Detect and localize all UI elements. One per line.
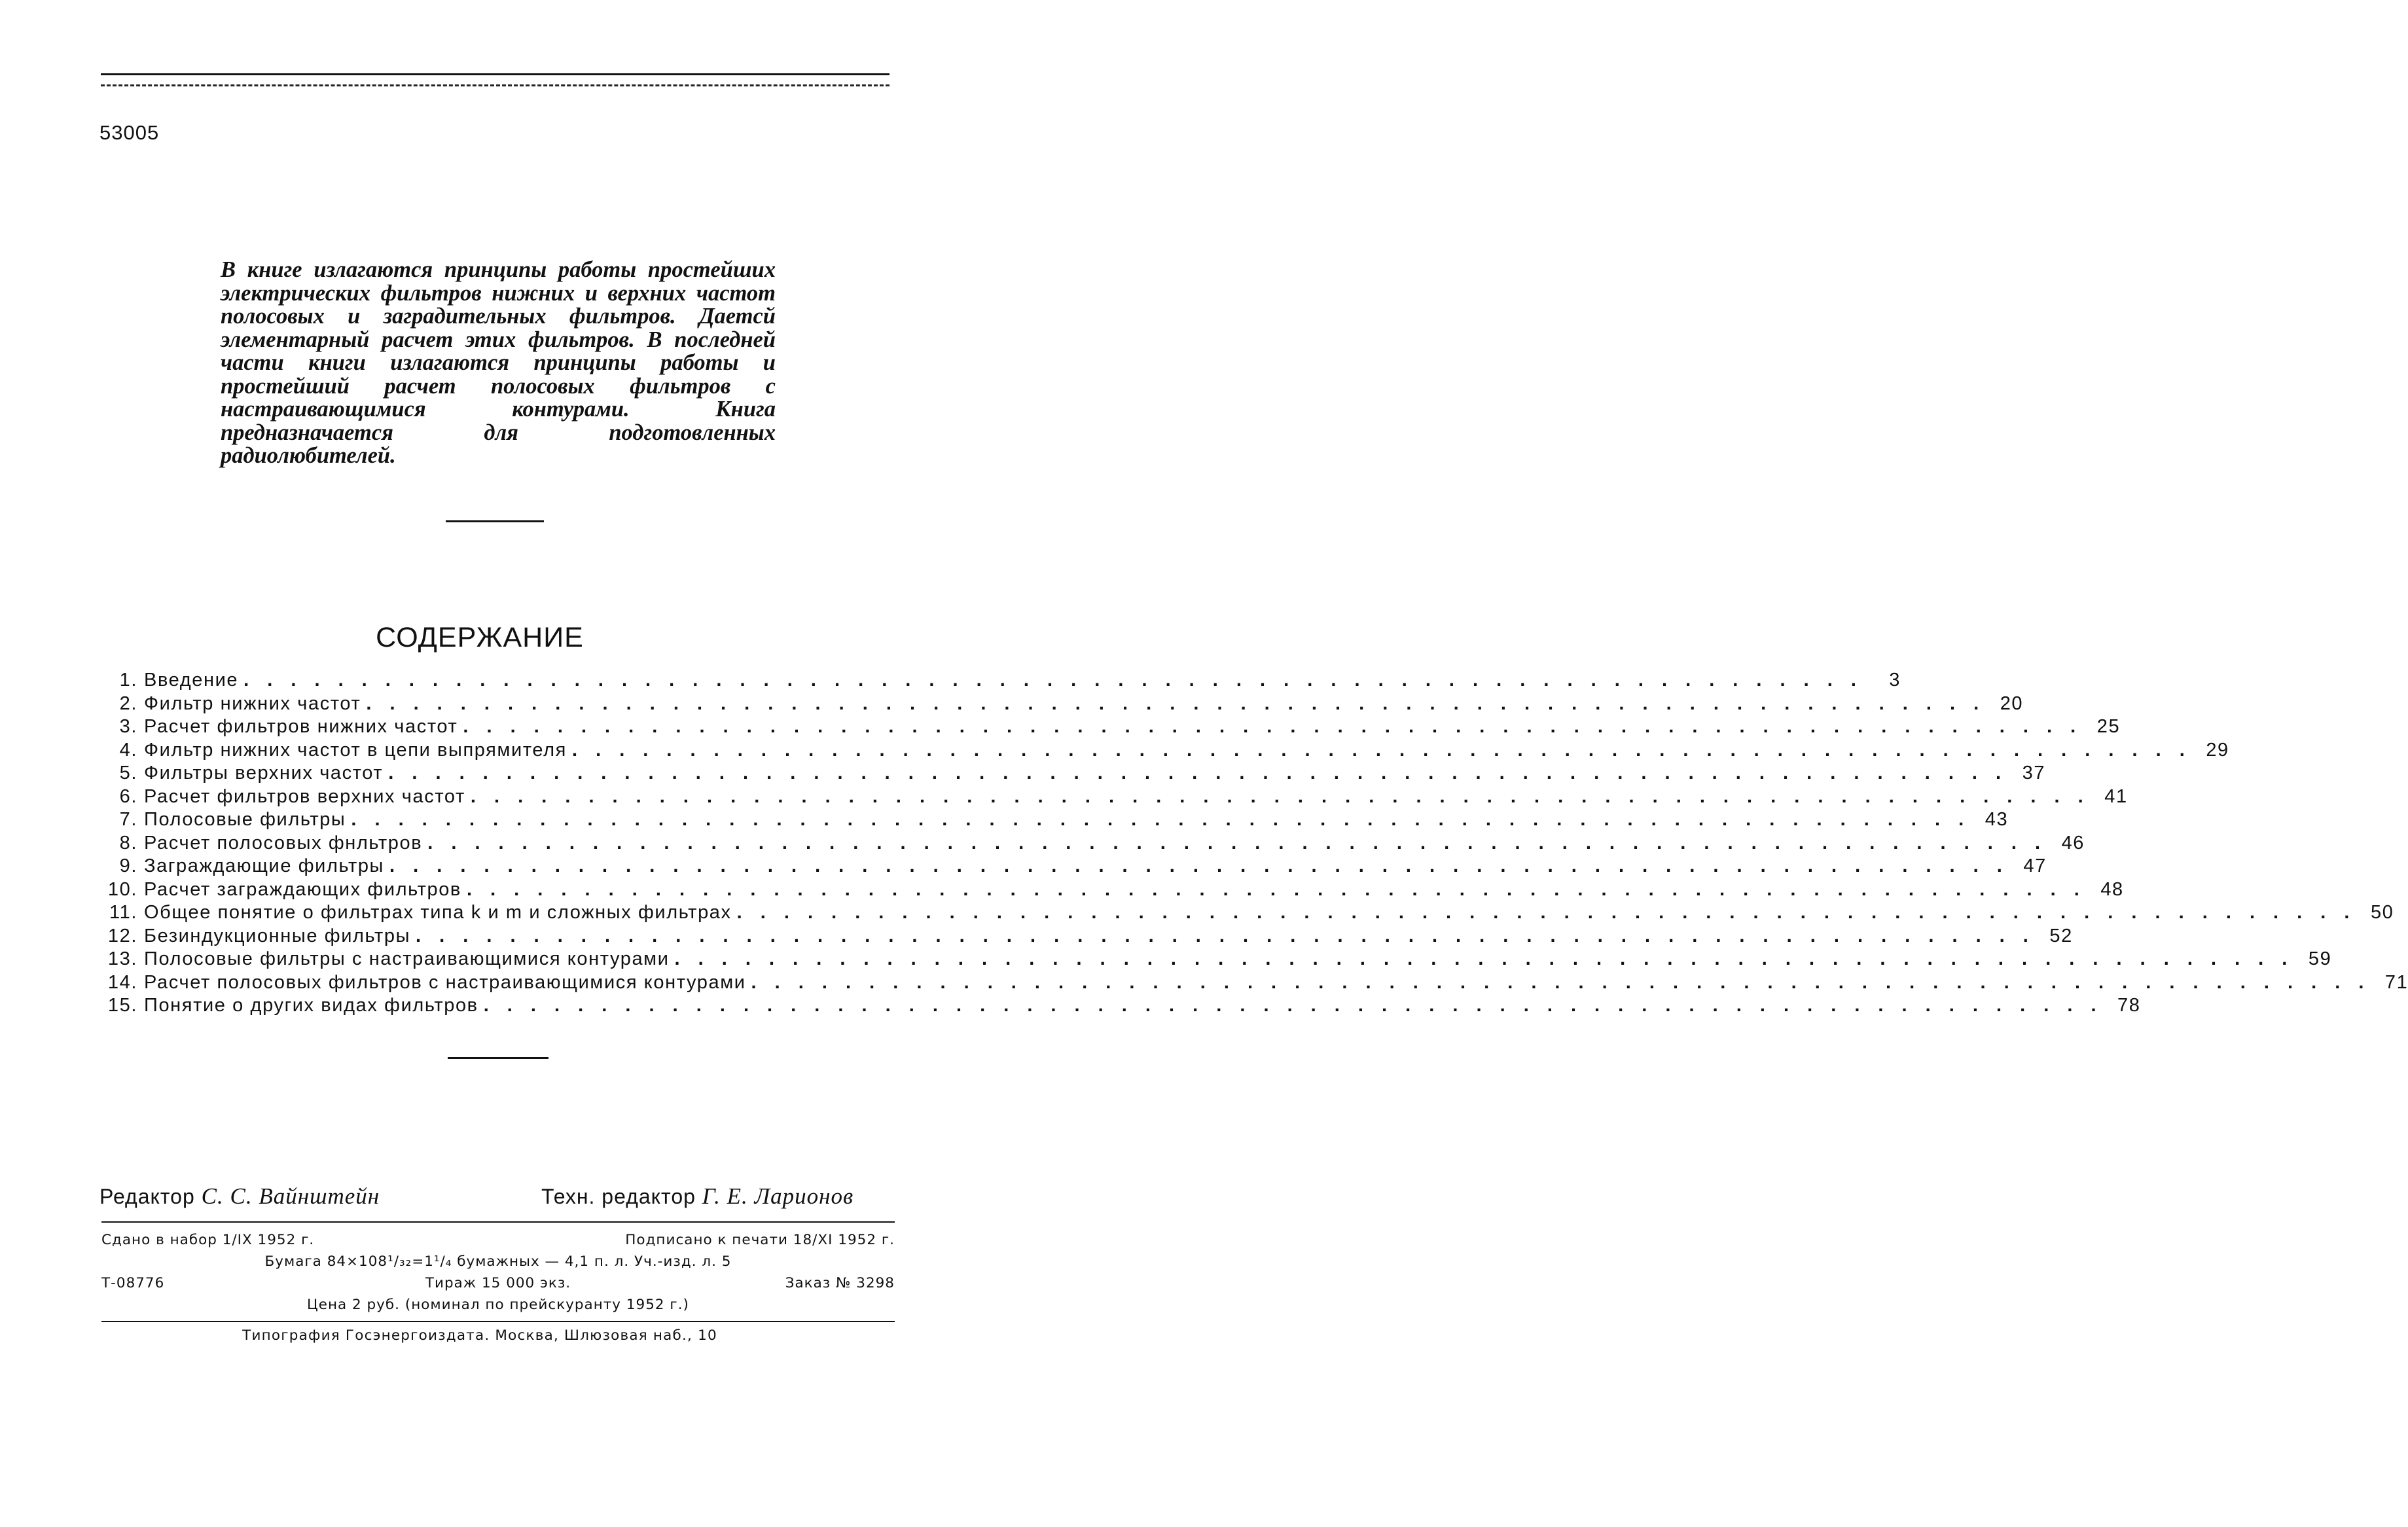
editor (99, 1183, 380, 1210)
price: Цена 2 руб. (номинал по прейскуранту 1952 г.) (307, 1297, 689, 1313)
top-rule (101, 73, 890, 75)
toc-heading: СОДЕРЖАНИЕ (376, 622, 584, 653)
tech-editor-name: Г. Е. Ларионов (702, 1183, 854, 1209)
separator-rule (448, 1057, 548, 1059)
toc-item-title: Расчет фильтров нижних частот (144, 716, 458, 737)
toc-dot-leader: . . . . . . . . . . . . . . . . . . . . . . . . . . . . . . . . . . . . . . . . . . . . . . . . . . . . . . . . . . . . . . . . . . . . . (466, 878, 2086, 900)
toc-item (97, 971, 2408, 995)
editor-label: Редактор (99, 1185, 195, 1208)
toc-item-number: 12. (107, 925, 137, 946)
toc-item (97, 878, 2124, 902)
imprint-row (101, 1294, 895, 1316)
toc-item (97, 808, 2009, 832)
toc-item-title: Расчет полосовых фнльтров (144, 832, 423, 853)
toc-item-page: 43 (1985, 809, 2009, 830)
signed-date: Подписано к печати 18/XI 1952 г. (625, 1232, 895, 1248)
toc-item-number: 3. (119, 716, 137, 737)
editor-name: С. С. Вайнштейн (201, 1183, 380, 1209)
toc-item-title: Безиндукционные фильтры (144, 925, 411, 946)
toc-item-title: Заграждающие фильтры (144, 855, 385, 876)
toc-item-title: Полосовые фильтры с настраивающимися контурами (144, 948, 670, 969)
table-of-contents (97, 669, 2408, 1018)
toc-item-page: 71 (2384, 971, 2408, 993)
catalog-code: 53005 (99, 121, 160, 144)
toc-item-page: 20 (2000, 692, 2024, 714)
toc-item-number: 11. (109, 902, 137, 923)
toc-dot-leader: . . . . . . . . . . . . . . . . . . . . . . . . . . . . . . . . . . . . . . . . . . . . . . . . . . . . . . . . . . . . . . . . . . . . . (571, 739, 2191, 761)
toc-item-title: Расчет фильтров верхних частот (144, 785, 465, 807)
toc-dot-leader: . . . . . . . . . . . . . . . . . . . . . . . . . . . . . . . . . . . . . . . . . . . . . . . . . . . . . . . . . . . . . . . . . . . . . (243, 670, 1863, 691)
print-run: Тираж 15 000 экз. (425, 1275, 571, 1291)
toc-item-page: 59 (2308, 948, 2332, 969)
censor-code: Т-08776 (101, 1275, 165, 1291)
toc-item-page: 29 (2206, 739, 2229, 761)
toc-item-title: Фильтры верхних частот (144, 763, 384, 783)
abstract-text: В книге излагаются принципы работы простейших электрических фильтров нижних и верхних частот полосовых и заградительных фильтров. Даетсй элементарный расчет этих фильтров. В последней части книги излагаются принципы работы и простейший расчет полосовых фильтров с настраивающимися контурами. Книга предназначается для подготовленных радиолюбителей. (221, 257, 776, 468)
toc-item-page: 52 (2049, 925, 2073, 946)
toc-dot-leader: . . . . . . . . . . . . . . . . . . . . . . . . . . . . . . . . . . . . . . . . . . . . . . . . . . . . . . . . . . . . . . . . . . . . . (388, 763, 2008, 783)
toc-item-title: Расчет полосовых фильтров с настраивающимися контурами (144, 971, 746, 993)
imprint-bottom-rule (101, 1321, 895, 1322)
toc-item-number: 9. (119, 855, 137, 876)
toc-item-number: 2. (119, 692, 137, 714)
toc-item-number: 8. (119, 832, 137, 853)
toc-item-title: Фильтр нижних частот в цепи выпрямителя (144, 739, 567, 761)
typeset-date: Сдано в набор 1/IX 1952 г. (101, 1232, 315, 1248)
toc-item-number: 14. (107, 971, 137, 993)
toc-item (97, 832, 2085, 855)
toc-item (97, 785, 2128, 809)
imprint-top-rule (101, 1221, 895, 1223)
toc-dot-leader: . . . . . . . . . . . . . . . . . . . . . . . . . . . . . . . . . . . . . . . . . . . . . . . . . . . . . . . . . . . . . . . . . . . . . (470, 785, 2090, 807)
toc-item-page: 78 (2117, 995, 2141, 1016)
toc-item-title: Общее понятие о фильтрах типа k и m и сложных фильтрах (144, 902, 732, 923)
toc-item-page: 3 (1889, 670, 1901, 691)
toc-item-number: 7. (119, 809, 137, 830)
toc-item-title: Понятие о других видах фильтров (144, 995, 478, 1016)
imprint-row (101, 1251, 895, 1272)
imprint-block (101, 1229, 895, 1316)
toc-dot-leader: . . . . . . . . . . . . . . . . . . . . . . . . . . . . . . . . . . . . . . . . . . . . . . . . . . . . . . . . . . . . . . . . . . . . . (736, 902, 2356, 923)
toc-item-page: 41 (2104, 785, 2128, 807)
toc-item (97, 762, 2046, 785)
toc-item-number: 6. (119, 785, 137, 807)
toc-item (97, 855, 2047, 878)
toc-dot-leader: . . . . . . . . . . . . . . . . . . . . . . . . . . . . . . . . . . . . . . . . . . . . . . . . . . . . . . . . . . . . . . . . . . . . . (351, 809, 1971, 830)
imprint-row (101, 1272, 895, 1294)
toc-item-page: 46 (2061, 832, 2085, 853)
toc-item-number: 13. (107, 948, 137, 969)
imprint-row (101, 1229, 895, 1251)
toc-item-number: 4. (119, 739, 137, 761)
tech-editor-label: Техн. редактор (541, 1185, 696, 1208)
toc-item-title: Фильтр нижних частот (144, 692, 361, 714)
tech-editor (541, 1183, 854, 1210)
toc-item (97, 948, 2332, 971)
toc-item (97, 715, 2121, 739)
toc-dot-leader: . . . . . . . . . . . . . . . . . . . . . . . . . . . . . . . . . . . . . . . . . . . . . . . . . . . . . . . . . . . . . . . . . . . . . (674, 948, 2294, 969)
toc-item-title: Полосовые фильтры (144, 809, 346, 830)
toc-item-title: Расчет заграждающих фильтров (144, 878, 461, 900)
toc-dot-leader: . . . . . . . . . . . . . . . . . . . . . . . . . . . . . . . . . . . . . . . . . . . . . . . . . . . . . . . . . . . . . . . . . . . . . (427, 832, 2047, 853)
separator-rule (446, 520, 544, 522)
toc-item-number: 5. (119, 763, 137, 783)
toc-item-page: 48 (2100, 878, 2124, 900)
toc-item-page: 47 (2023, 855, 2047, 876)
toc-item-page: 25 (2096, 716, 2121, 737)
printer-line: Типография Госэнергоиздата. Москва, Шлюзовая наб., 10 (242, 1327, 717, 1344)
toc-item-number: 1. (119, 670, 137, 691)
top-dashed-rule (101, 84, 890, 86)
toc-item (97, 739, 2229, 763)
toc-item (97, 692, 2024, 716)
toc-dot-leader: . . . . . . . . . . . . . . . . . . . . . . . . . . . . . . . . . . . . . . . . . . . . . . . . . . . . . . . . . . . . . . . . . . . . . (483, 995, 2103, 1016)
order-number: Заказ № 3298 (785, 1275, 895, 1291)
toc-item-title: Введение (144, 670, 239, 691)
toc-dot-leader: . . . . . . . . . . . . . . . . . . . . . . . . . . . . . . . . . . . . . . . . . . . . . . . . . . . . . . . . . . . . . . . . . . . . . (416, 925, 2035, 946)
paper-spec: Бумага 84×108¹/₃₂=1¹/₄ бумажных — 4,1 п. л. Уч.-изд. л. 5 (264, 1253, 732, 1270)
toc-dot-leader: . . . . . . . . . . . . . . . . . . . . . . . . . . . . . . . . . . . . . . . . . . . . . . . . . . . . . . . . . . . . . . . . . . . . . (463, 716, 2083, 737)
toc-item (97, 669, 1901, 692)
toc-item (97, 901, 2394, 925)
toc-item-number: 15. (107, 995, 137, 1016)
toc-item (97, 994, 2141, 1018)
toc-item-page: 50 (2370, 902, 2394, 923)
toc-item-page: 37 (2022, 763, 2046, 783)
toc-dot-leader: . . . . . . . . . . . . . . . . . . . . . . . . . . . . . . . . . . . . . . . . . . . . . . . . . . . . . . . . . . . . . . . . . . . . . (366, 692, 1986, 714)
toc-item-number: 10. (107, 878, 137, 900)
toc-item (97, 925, 2073, 948)
toc-dot-leader: . . . . . . . . . . . . . . . . . . . . . . . . . . . . . . . . . . . . . . . . . . . . . . . . . . . . . . . . . . . . . . . . . . . . . (389, 855, 2009, 876)
toc-dot-leader: . . . . . . . . . . . . . . . . . . . . . . . . . . . . . . . . . . . . . . . . . . . . . . . . . . . . . . . . . . . . . . . . . . . . . (751, 971, 2371, 993)
